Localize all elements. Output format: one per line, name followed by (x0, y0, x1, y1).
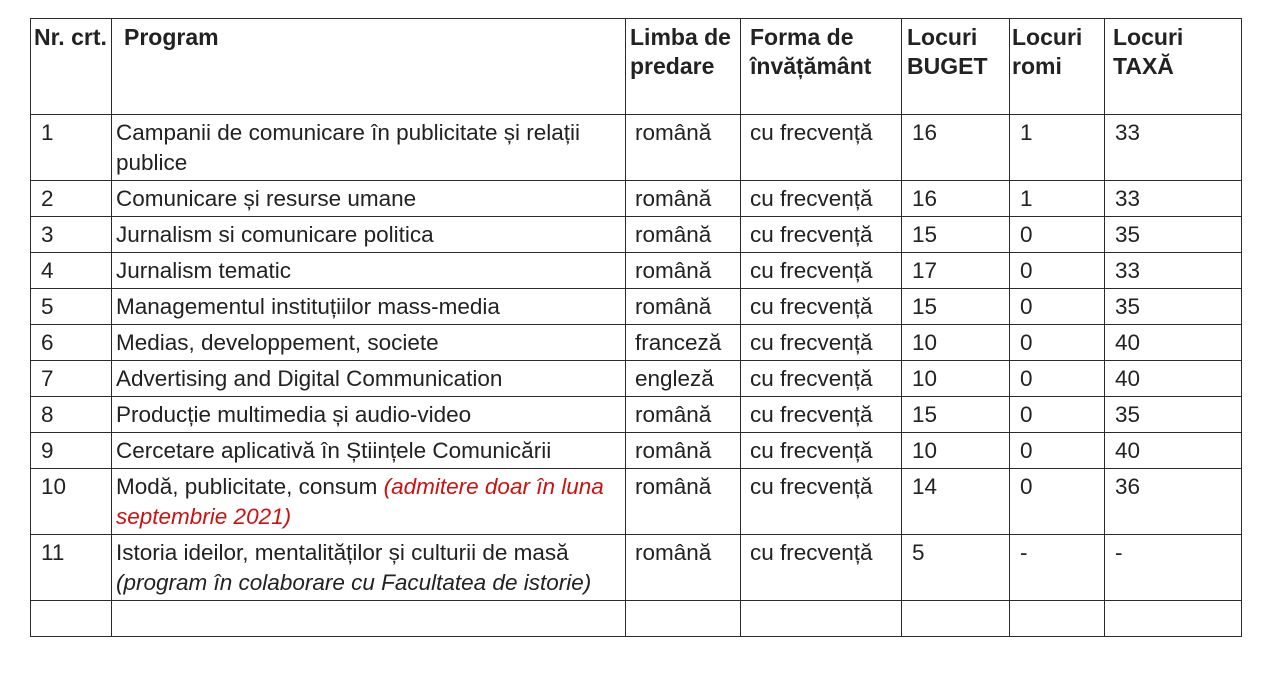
table-row (31, 469, 1242, 535)
table-row (31, 115, 1242, 181)
cell-buget: 14 (902, 469, 1010, 535)
cell-forma: cu frecvență (741, 181, 902, 217)
cell-limba: franceză (626, 325, 741, 361)
cell-nr: 5 (31, 289, 112, 325)
program-name: Jurnalism si comunicare politica (116, 222, 434, 247)
program-name: Medias, developpement, societe (116, 330, 439, 355)
cell-taxa: 33 (1105, 115, 1242, 181)
cell-limba: română (626, 181, 741, 217)
cell-program (112, 181, 626, 217)
table-row (31, 361, 1242, 397)
cell-buget: 10 (902, 433, 1010, 469)
cell-romi: 0 (1010, 397, 1105, 433)
cell-romi: 0 (1010, 325, 1105, 361)
program-name: Campanii de comunicare în publicitate și relații publice (116, 120, 580, 175)
cell-nr: 7 (31, 361, 112, 397)
cell-program (112, 433, 626, 469)
cell-nr: 1 (31, 115, 112, 181)
program-name: Cercetare aplicativă în Științele Comunicării (116, 438, 552, 463)
cell-buget: 16 (902, 181, 1010, 217)
table-row (31, 217, 1242, 253)
cell-program (112, 217, 626, 253)
cell-forma: cu frecvență (741, 433, 902, 469)
cell-forma: cu frecvență (741, 397, 902, 433)
cell-buget: 15 (902, 289, 1010, 325)
empty-cell (741, 601, 902, 637)
cell-program (112, 325, 626, 361)
program-name: Producție multimedia și audio-video (116, 402, 472, 427)
admission-table (30, 18, 1242, 637)
cell-romi: 0 (1010, 217, 1105, 253)
cell-forma: cu frecvență (741, 289, 902, 325)
cell-forma: cu frecvență (741, 535, 902, 601)
cell-nr: 8 (31, 397, 112, 433)
program-name: Istoria ideilor, mentalităților și culturii de masă (116, 540, 569, 565)
cell-romi: 0 (1010, 433, 1105, 469)
cell-limba: română (626, 115, 741, 181)
cell-taxa: 33 (1105, 181, 1242, 217)
program-name: Managementul instituțiilor mass-media (116, 294, 500, 319)
table-row (31, 325, 1242, 361)
cell-taxa: - (1105, 535, 1242, 601)
table-row (31, 181, 1242, 217)
table-row (31, 535, 1242, 601)
program-note: (admitere doar în luna septembrie 2021) (116, 474, 604, 529)
cell-romi: 1 (1010, 115, 1105, 181)
program-name: Advertising and Digital Communication (116, 366, 503, 391)
table-row (31, 397, 1242, 433)
cell-nr: 10 (31, 469, 112, 535)
cell-romi: - (1010, 535, 1105, 601)
empty-cell (31, 601, 112, 637)
cell-limba: română (626, 253, 741, 289)
cell-forma: cu frecvență (741, 325, 902, 361)
cell-nr: 2 (31, 181, 112, 217)
cell-limba: română (626, 469, 741, 535)
program-name: Jurnalism tematic (116, 258, 292, 283)
cell-program (112, 289, 626, 325)
cell-taxa: 40 (1105, 433, 1242, 469)
cell-buget: 16 (902, 115, 1010, 181)
cell-limba: română (626, 433, 741, 469)
cell-nr: 4 (31, 253, 112, 289)
header-taxa: Locuri TAXĂ (1105, 19, 1242, 115)
cell-taxa: 35 (1105, 397, 1242, 433)
cell-romi: 0 (1010, 361, 1105, 397)
cell-taxa: 35 (1105, 217, 1242, 253)
cell-buget: 15 (902, 217, 1010, 253)
cell-limba: română (626, 397, 741, 433)
empty-cell (626, 601, 741, 637)
cell-forma: cu frecvență (741, 115, 902, 181)
table-header-row (31, 19, 1242, 115)
cell-buget: 15 (902, 397, 1010, 433)
cell-program (112, 361, 626, 397)
cell-buget: 10 (902, 361, 1010, 397)
cell-taxa: 33 (1105, 253, 1242, 289)
empty-cell (1010, 601, 1105, 637)
table-row (31, 253, 1242, 289)
header-forma: Forma de învățământ (741, 19, 902, 115)
cell-limba: română (626, 289, 741, 325)
cell-forma: cu frecvență (741, 469, 902, 535)
cell-romi: 1 (1010, 181, 1105, 217)
cell-program (112, 535, 626, 601)
empty-cell (902, 601, 1010, 637)
cell-program (112, 253, 626, 289)
cell-nr: 9 (31, 433, 112, 469)
cell-buget: 10 (902, 325, 1010, 361)
program-name: Comunicare și resurse umane (116, 186, 417, 211)
header-limba: Limba de predare (626, 19, 741, 115)
header-nr: Nr. crt. (31, 19, 112, 115)
cell-taxa: 40 (1105, 361, 1242, 397)
cell-forma: cu frecvență (741, 361, 902, 397)
cell-buget: 5 (902, 535, 1010, 601)
cell-romi: 0 (1010, 289, 1105, 325)
header-romi: Locuri romi (1010, 19, 1105, 115)
header-program: Program (112, 19, 626, 115)
cell-limba: română (626, 217, 741, 253)
cell-limba: română (626, 535, 741, 601)
header-buget: Locuri BUGET (902, 19, 1010, 115)
table-row (31, 433, 1242, 469)
cell-nr: 6 (31, 325, 112, 361)
cell-forma: cu frecvență (741, 253, 902, 289)
cell-taxa: 40 (1105, 325, 1242, 361)
cell-program (112, 469, 626, 535)
cell-romi: 0 (1010, 469, 1105, 535)
empty-cell (1105, 601, 1242, 637)
program-note: (program în colaborare cu Facultatea de istorie) (116, 570, 592, 595)
cell-buget: 17 (902, 253, 1010, 289)
cell-program (112, 115, 626, 181)
cell-nr: 3 (31, 217, 112, 253)
empty-cell (112, 601, 626, 637)
cell-romi: 0 (1010, 253, 1105, 289)
cell-limba: engleză (626, 361, 741, 397)
cell-forma: cu frecvență (741, 217, 902, 253)
empty-row (31, 601, 1242, 637)
cell-nr: 11 (31, 535, 112, 601)
table-row (31, 289, 1242, 325)
table-body (31, 115, 1242, 637)
cell-taxa: 36 (1105, 469, 1242, 535)
cell-program (112, 397, 626, 433)
cell-taxa: 35 (1105, 289, 1242, 325)
program-name: Modă, publicitate, consum (116, 474, 384, 499)
admission-table-container (30, 18, 1241, 637)
